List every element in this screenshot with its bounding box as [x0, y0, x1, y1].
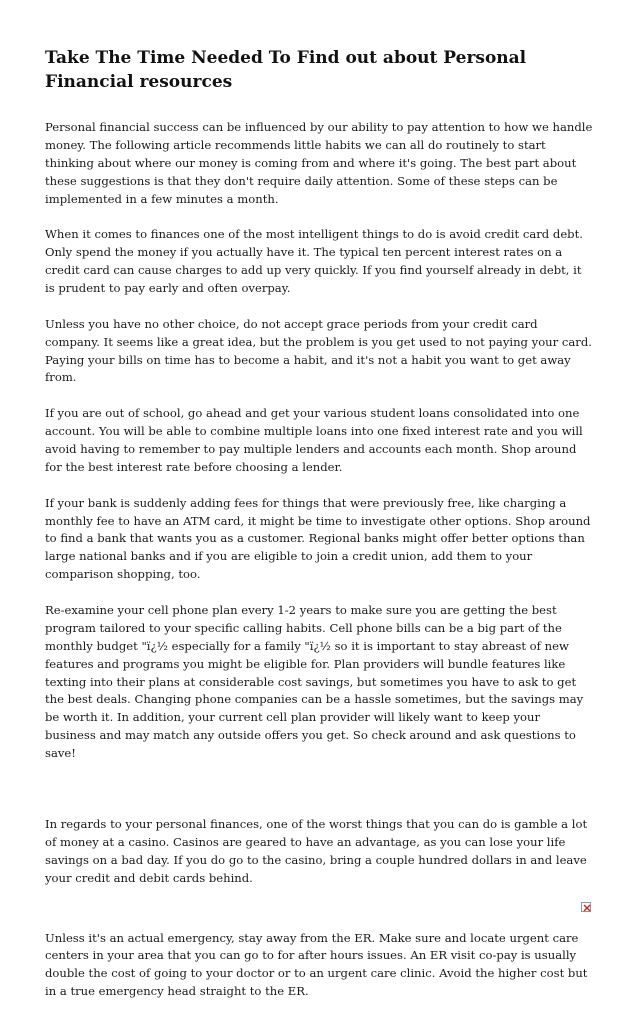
paragraph-casino: In regards to your personal finances, one of the worst things that you can do is gamble a lot of money at a casino. Casinos are geared to have an advantage, as you can lose your life savings on a bad day. If you do go to the casino, bring a couple hundred dollars in and leave your credit and debit cards behind.	[45, 817, 588, 885]
image-placeholder-row	[45, 902, 593, 924]
paragraph-grace-periods: Unless you have no other choice, do not accept grace periods from your credit card company. It seems like a great idea, but the problem is you get used to not paying your card. Paying your bills on time has to become a habit, and it's not a habit you want to get away from.	[45, 316, 592, 385]
document-title: Take The Time Needed To Find out about Personal Financial resources	[45, 48, 527, 92]
paragraph-bank-fees: If your bank is suddenly adding fees for things that were previously free, like charging a monthly fee to have an ATM card, it might be time to investigate other options. Shop around to find a bank that wants you as a customer. Regional banks might offer better options than large national banks and if you are eligible to join a credit union, add them to your comparison shopping, too.	[45, 495, 591, 582]
paragraph-intro: Personal financial success can be influenced by our ability to pay attention to how we handle money. The following article recommends little habits we can all do routinely to start thinking about where our money is coming from and where it's going. The best part about these suggestions is that they don't require daily attention. Some of these steps can be implemented in a few minutes a month.	[45, 120, 593, 206]
document-page	[45, 46, 593, 1019]
paragraph-credit-card-debt: When it comes to finances one of the most intelligent things to do is avoid credit card debt. Only spend the money if you actually have it. The typical ten percent interest rates on a credit card can cause charges to add up very quickly. If you find yourself already in debt, it is prudent to pay early and often overpay.	[45, 227, 583, 296]
paragraph-student-loans: If you are out of school, go ahead and get your various student loans consolidated into one account. You will be able to combine multiple loans into one fixed interest rate and you will avoid having to remember to pay multiple lenders and accounts each month. Shop around for the best interest rate before choosing a lender.	[45, 406, 583, 474]
paragraph-cell-phone-plan: Re-examine your cell phone plan every 1-2 years to make sure you are getting the best program tailored to your specific calling habits. Cell phone bills can be a big part of the monthly budget "ï¿½ especially for a family "ï¿½ so it is important to stay abreast of new features and programs you might be eligible for. Plan providers will bundle features like texting into their plans at considerable cost savings, but sometimes you have to ask to get the best deals. Changing phone companies can be a hassle sometimes, but the savings may be worth it. In addition, your current cell plan provider will likely want to keep your business and may match any outside offers you get. So check around and ask questions to save!	[45, 602, 584, 761]
paragraph-emergency-room: Unless it's an actual emergency, stay away from the ER. Make sure and locate urgent care centers in your area that you can go to for after hours issues. An ER visit co-pay is usually double the cost of going to your doctor or to an urgent care clinic. Avoid the higher cost but in a true emergency head straight to the ER.	[45, 930, 588, 999]
broken-image-icon	[581, 902, 591, 912]
